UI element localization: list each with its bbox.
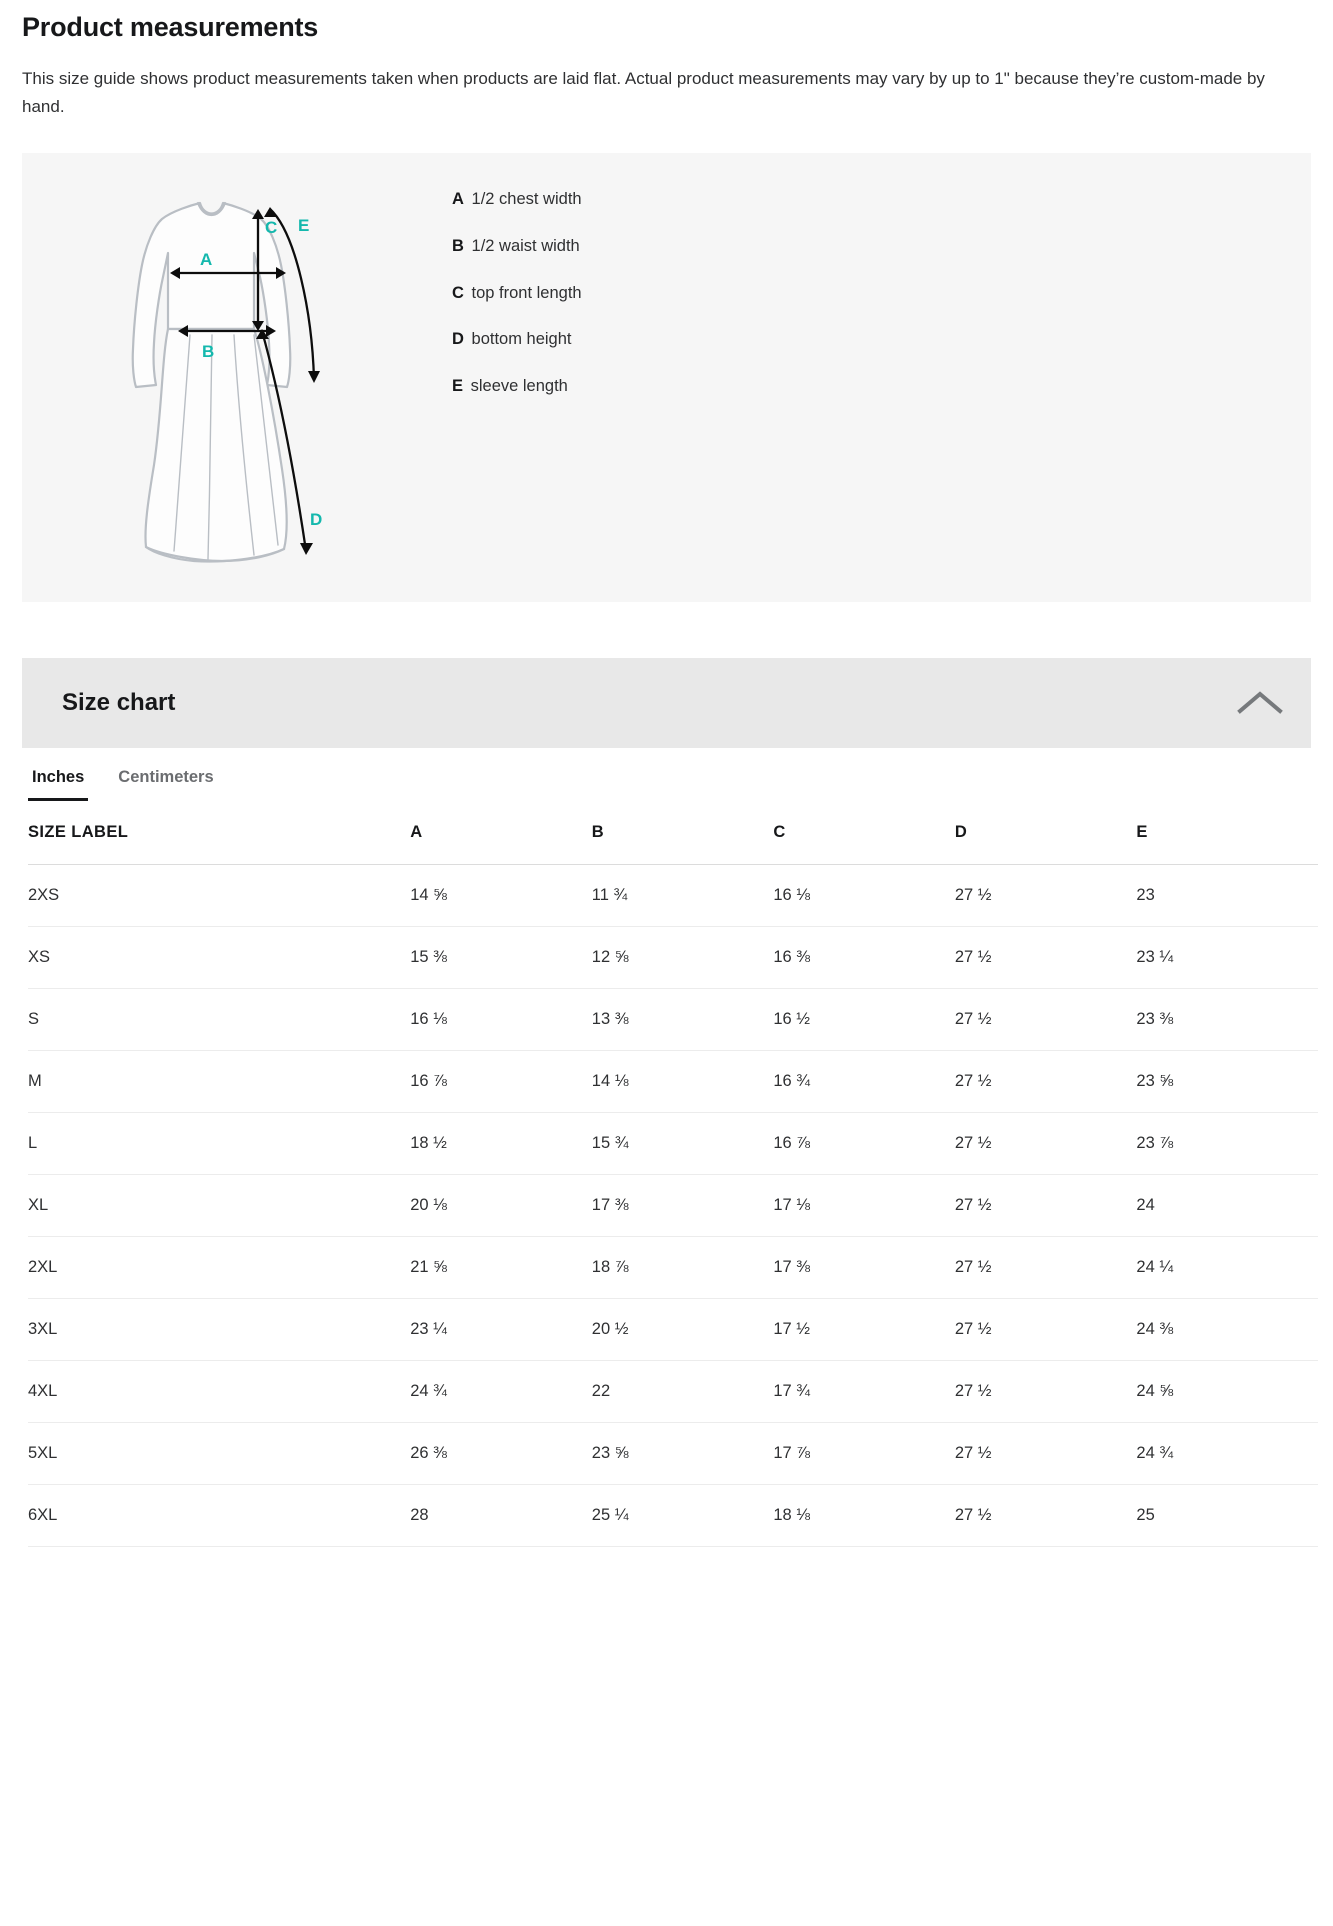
table-row (28, 865, 1318, 927)
cell-b: 23 ⅝ (592, 1423, 774, 1485)
cell-e: 23 ⅝ (1136, 1051, 1318, 1113)
cell-c: 18 ⅛ (773, 1485, 955, 1547)
cell-d: 27 ½ (955, 989, 1137, 1051)
unit-tabs (0, 768, 1333, 801)
cell-e: 25 (1136, 1485, 1318, 1547)
table-row (28, 1237, 1318, 1299)
column-header-a: A (410, 801, 592, 865)
cell-d: 27 ½ (955, 1051, 1137, 1113)
diagram-marker-C: C (265, 218, 278, 238)
cell-size-label: 5XL (28, 1423, 410, 1485)
cell-e: 23 (1136, 865, 1318, 927)
cell-a: 23 ¼ (410, 1299, 592, 1361)
size-chart-section-header[interactable] (22, 658, 1311, 748)
table-row (28, 1299, 1318, 1361)
cell-size-label: 3XL (28, 1299, 410, 1361)
column-header-c: C (773, 801, 955, 865)
cell-size-label: 2XL (28, 1237, 410, 1299)
legend-key: C (452, 283, 464, 302)
table-row (28, 989, 1318, 1051)
cell-e: 24 ¼ (1136, 1237, 1318, 1299)
cell-size-label: M (28, 1051, 410, 1113)
cell-a: 16 ⅞ (410, 1051, 592, 1113)
legend-key: E (452, 377, 464, 396)
cell-size-label: 6XL (28, 1485, 410, 1547)
chevron-up-icon[interactable] (1237, 688, 1283, 718)
legend-key: A (452, 190, 464, 209)
cell-b: 13 ⅜ (592, 989, 774, 1051)
cell-d: 27 ½ (955, 1175, 1137, 1237)
table-row (28, 1113, 1318, 1175)
legend-item (452, 237, 1311, 257)
legend-label: bottom height (471, 330, 572, 349)
dress-diagram-figure (22, 153, 452, 602)
cell-size-label: XS (28, 927, 410, 989)
cell-c: 17 ¾ (773, 1361, 955, 1423)
cell-c: 17 ½ (773, 1299, 955, 1361)
cell-c: 17 ⅜ (773, 1237, 955, 1299)
cell-a: 28 (410, 1485, 592, 1547)
measurement-legend (452, 153, 1311, 424)
cell-size-label: S (28, 989, 410, 1051)
cell-d: 27 ½ (955, 1113, 1137, 1175)
cell-d: 27 ½ (955, 1485, 1137, 1547)
cell-size-label: XL (28, 1175, 410, 1237)
cell-c: 16 ¾ (773, 1051, 955, 1113)
cell-b: 17 ⅜ (592, 1175, 774, 1237)
table-row (28, 1485, 1318, 1547)
legend-item (452, 330, 1311, 350)
cell-a: 15 ⅜ (410, 927, 592, 989)
cell-b: 11 ¾ (592, 865, 774, 927)
cell-d: 27 ½ (955, 1361, 1137, 1423)
diagram-marker-B: B (202, 342, 215, 362)
cell-c: 16 ½ (773, 989, 955, 1051)
tab-inches[interactable]: Inches (28, 768, 88, 801)
legend-label: 1/2 chest width (471, 190, 582, 209)
cell-c: 17 ⅛ (773, 1175, 955, 1237)
diagram-marker-E: E (298, 216, 310, 236)
cell-a: 24 ¾ (410, 1361, 592, 1423)
table-row (28, 1051, 1318, 1113)
cell-b: 15 ¾ (592, 1113, 774, 1175)
cell-e: 23 ⅞ (1136, 1113, 1318, 1175)
legend-item (452, 190, 1311, 210)
cell-b: 14 ⅛ (592, 1051, 774, 1113)
cell-c: 16 ⅞ (773, 1113, 955, 1175)
column-header-d: D (955, 801, 1137, 865)
cell-d: 27 ½ (955, 865, 1137, 927)
tab-centimeters[interactable]: Centimeters (118, 768, 214, 787)
legend-item (452, 377, 1311, 397)
cell-size-label: 2XS (28, 865, 410, 927)
cell-e: 24 (1136, 1175, 1318, 1237)
legend-key: B (452, 236, 464, 255)
diagram-marker-D: D (310, 510, 323, 530)
dress-measurement-diagram-icon (22, 153, 452, 602)
cell-a: 21 ⅝ (410, 1237, 592, 1299)
cell-a: 18 ½ (410, 1113, 592, 1175)
diagram-marker-A: A (200, 250, 213, 270)
cell-size-label: 4XL (28, 1361, 410, 1423)
legend-label: top front length (471, 283, 582, 302)
cell-b: 25 ¼ (592, 1485, 774, 1547)
cell-d: 27 ½ (955, 1237, 1137, 1299)
cell-c: 16 ⅜ (773, 927, 955, 989)
table-row (28, 927, 1318, 989)
table-row (28, 1361, 1318, 1423)
measurement-diagram-panel (22, 153, 1311, 602)
cell-b: 18 ⅞ (592, 1237, 774, 1299)
table-row (28, 1423, 1318, 1485)
cell-e: 24 ¾ (1136, 1423, 1318, 1485)
cell-e: 24 ⅝ (1136, 1361, 1318, 1423)
cell-size-label: L (28, 1113, 410, 1175)
legend-label: 1/2 waist width (471, 236, 580, 255)
cell-b: 20 ½ (592, 1299, 774, 1361)
cell-d: 27 ½ (955, 927, 1137, 989)
page-title: Product measurements (22, 12, 319, 42)
size-chart-title: Size chart (62, 689, 176, 717)
cell-c: 17 ⅞ (773, 1423, 955, 1485)
cell-a: 26 ⅜ (410, 1423, 592, 1485)
cell-a: 14 ⅝ (410, 865, 592, 927)
cell-a: 20 ⅛ (410, 1175, 592, 1237)
table-row (28, 1175, 1318, 1237)
intro-text: This size guide shows product measurements taken when products are laid flat. Actual product measurements may vary by up to 1" because they’re custom-made by hand. (22, 69, 1265, 116)
column-header-size-label: SIZE LABEL (28, 801, 410, 865)
cell-b: 22 (592, 1361, 774, 1423)
cell-d: 27 ½ (955, 1299, 1137, 1361)
size-chart-table (28, 801, 1318, 1547)
legend-item (452, 284, 1311, 304)
legend-key: D (452, 330, 464, 349)
cell-e: 23 ¼ (1136, 927, 1318, 989)
cell-a: 16 ⅛ (410, 989, 592, 1051)
table-header-row (28, 801, 1318, 865)
cell-c: 16 ⅛ (773, 865, 955, 927)
column-header-b: B (592, 801, 774, 865)
cell-b: 12 ⅝ (592, 927, 774, 989)
legend-label: sleeve length (470, 377, 568, 396)
cell-e: 23 ⅜ (1136, 989, 1318, 1051)
cell-d: 27 ½ (955, 1423, 1137, 1485)
cell-e: 24 ⅜ (1136, 1299, 1318, 1361)
column-header-e: E (1136, 801, 1318, 865)
